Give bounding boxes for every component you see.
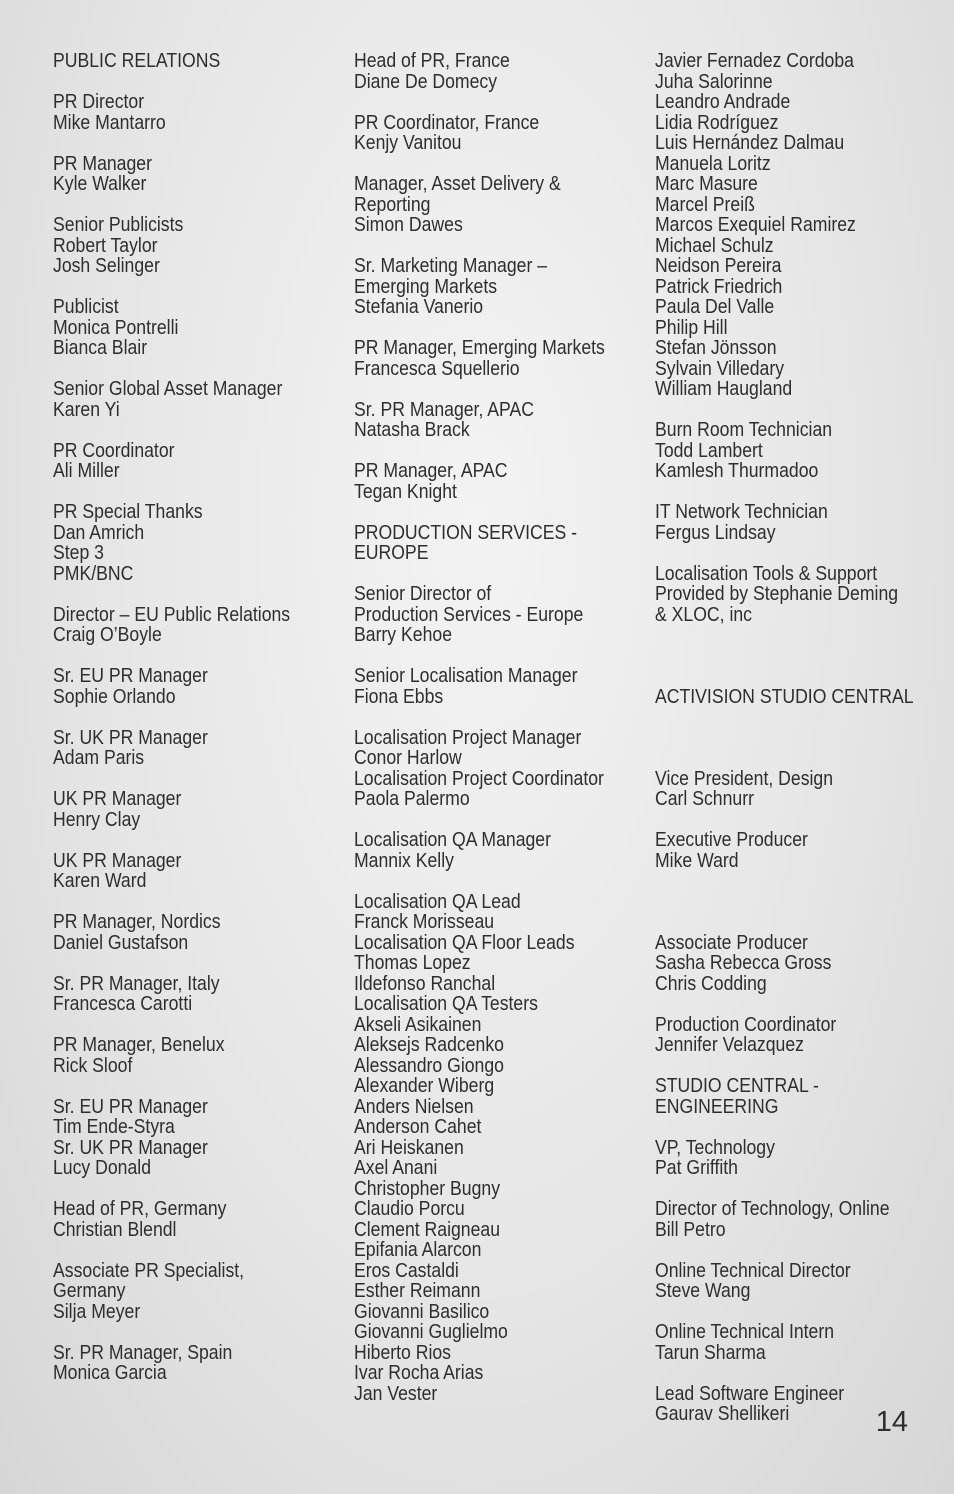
credit-block — [53, 297, 290, 359]
credit-block — [354, 174, 605, 236]
credit-block — [354, 725, 605, 810]
credit-line: Fergus Lindsay — [655, 520, 776, 544]
credit-line: Akseli Asikainen — [354, 1012, 482, 1036]
credit-role: Online Technical Director — [655, 1258, 851, 1282]
credit-line: PMK/BNC — [53, 561, 134, 585]
credit-line: Tegan Knight — [354, 479, 457, 503]
credit-line: Marc Masure — [655, 172, 758, 195]
credit-line: Emerging Markets — [354, 274, 498, 298]
credit-block — [53, 92, 290, 133]
credit-line: Patrick Friedrich — [655, 274, 783, 298]
credit-line: Sasha Rebecca Gross — [655, 951, 832, 974]
credit-block — [53, 971, 290, 1015]
credit-role: Vice President, Design — [655, 766, 834, 790]
credit-block — [655, 1076, 914, 1117]
credit-role: STUDIO CENTRAL - — [655, 1074, 819, 1097]
credit-line: Craig O’Boyle — [53, 623, 162, 646]
credit-role: Localisation Project Manager — [354, 725, 582, 749]
credit-block — [354, 584, 605, 646]
credit-role: Sr. EU PR Manager — [53, 1094, 208, 1118]
block-spacer — [655, 1056, 914, 1077]
credit-line: Philip Hill — [655, 315, 728, 339]
credit-block — [53, 848, 290, 892]
credit-line: Esther Reimann — [354, 1279, 481, 1302]
credit-role: UK PR Manager — [53, 787, 182, 810]
credit-role: Associate Producer — [655, 930, 808, 954]
block-spacer — [354, 379, 605, 400]
page-number: 14 — [875, 1406, 908, 1438]
credit-line: Provided by Stephanie Deming — [655, 582, 899, 605]
credit-line: Natasha Brack — [354, 418, 470, 441]
block-spacer — [354, 236, 605, 257]
credit-line: Localisation Project Coordinator — [354, 766, 604, 790]
credit-line: Hiberto Rios — [354, 1340, 452, 1364]
credit-line: Neidson Pereira — [655, 254, 782, 277]
block-spacer — [655, 1179, 914, 1200]
block-spacer — [655, 810, 914, 831]
credit-line: Conor Harlow — [354, 746, 462, 769]
credit-line: Sophie Orlando — [53, 684, 176, 708]
credit-block — [53, 789, 290, 830]
credit-line: Paula Del Valle — [655, 295, 775, 318]
credit-line: Simon Dawes — [354, 213, 463, 236]
block-spacer — [53, 195, 290, 216]
block-spacer — [354, 318, 605, 339]
credit-line: Bill Petro — [655, 1217, 726, 1241]
credit-line: Jan Vester — [354, 1381, 438, 1405]
credit-role: PR Coordinator — [53, 438, 175, 462]
credit-block — [354, 338, 605, 379]
credit-line: Christian Blendl — [53, 1217, 177, 1241]
credit-line: Mike Ward — [655, 848, 739, 872]
credit-role: Senior Director of — [354, 582, 492, 605]
credit-block — [655, 830, 914, 871]
credit-block — [53, 1258, 290, 1323]
block-spacer — [354, 92, 605, 113]
credit-role: PRODUCTION SERVICES - — [354, 520, 578, 544]
credits-column-3 — [655, 51, 914, 1425]
credit-block — [655, 684, 914, 708]
credit-role: UK PR Manager — [53, 848, 182, 872]
credit-line: Jennifer Velazquez — [655, 1033, 804, 1056]
credit-line: Axel Anani — [354, 1156, 438, 1179]
credit-line: Alexander Wiberg — [354, 1074, 495, 1097]
credit-line: Kyle Walker — [53, 172, 147, 195]
credit-block — [354, 51, 605, 92]
credit-role: Localisation Tools & Support — [655, 561, 878, 585]
block-spacer — [53, 1076, 290, 1097]
credit-line: Pat Griffith — [655, 1156, 738, 1179]
credit-line: Stefan Jönsson — [655, 336, 777, 359]
credit-role: PR Director — [53, 90, 145, 113]
credit-line: Production Services - Europe — [354, 602, 584, 626]
credit-line: Fiona Ebbs — [354, 684, 444, 708]
credit-role: PR Special Thanks — [53, 500, 203, 523]
credit-block — [53, 379, 290, 420]
credit-block — [53, 666, 290, 707]
credit-line: Henry Clay — [53, 807, 141, 831]
credit-line: Eros Castaldi — [354, 1258, 459, 1282]
block-spacer — [655, 994, 914, 1015]
credit-block — [354, 461, 605, 502]
credits-column-1 — [53, 51, 290, 1384]
credit-block — [354, 666, 605, 707]
credit-role: Director – EU Public Relations — [53, 602, 291, 626]
credit-line: Mannix Kelly — [354, 848, 454, 872]
block-spacer — [655, 1363, 914, 1384]
credit-role: Sr. Marketing Manager – — [354, 254, 548, 277]
credit-block — [53, 438, 290, 482]
credit-block — [655, 766, 914, 810]
credit-block — [53, 725, 290, 769]
block-spacer — [655, 1240, 914, 1261]
credit-role: Javier Fernadez Cordoba — [655, 49, 854, 72]
credit-block — [655, 1258, 914, 1302]
credit-line: Karen Ward — [53, 869, 147, 892]
credit-block — [53, 1094, 290, 1179]
credit-line: Adam Paris — [53, 746, 145, 769]
credit-role: Sr. PR Manager, Spain — [53, 1340, 233, 1364]
credit-line: Localisation QA Testers — [354, 992, 538, 1015]
block-spacer — [53, 584, 290, 605]
credit-block — [53, 912, 290, 953]
credit-line: Sylvain Villedary — [655, 356, 785, 380]
block-spacer — [655, 543, 914, 564]
credit-line: Monica Pontrelli — [53, 315, 179, 339]
credit-line: Rick Sloof — [53, 1053, 133, 1077]
credit-line: Monica Garcia — [53, 1361, 167, 1384]
credit-line: Todd Lambert — [655, 438, 763, 462]
credit-block — [655, 1322, 914, 1363]
credit-role: PR Manager, APAC — [354, 459, 508, 482]
credit-role: Head of PR, Germany — [53, 1197, 227, 1220]
credit-role: Head of PR, France — [354, 49, 510, 72]
credit-block — [354, 520, 605, 564]
credit-line: Epifania Alarcon — [354, 1238, 482, 1261]
credit-line: Ivar Rocha Arias — [354, 1361, 484, 1384]
credit-line: Kamlesh Thurmadoo — [655, 459, 819, 482]
credit-line: Luis Hernández Dalmau — [655, 131, 845, 154]
credit-line: Leandro Andrade — [655, 90, 791, 113]
credit-role: Executive Producer — [655, 828, 808, 851]
block-spacer — [53, 707, 290, 728]
credit-block — [53, 502, 290, 584]
credit-line: Mike Mantarro — [53, 110, 166, 134]
credit-line: Reporting — [354, 192, 431, 216]
credit-block — [53, 602, 291, 646]
credit-line: Sr. UK PR Manager — [53, 1135, 208, 1159]
credit-line: Francesca Squellerio — [354, 356, 520, 380]
credit-line: Diane De Domecy — [354, 69, 498, 93]
credit-role: Online Technical Intern — [655, 1320, 835, 1343]
credit-line: Christopher Bugny — [354, 1176, 501, 1200]
block-spacer — [655, 1117, 914, 1138]
block-spacer — [354, 810, 605, 831]
credit-block — [655, 1199, 914, 1240]
credit-line: Stefania Vanerio — [354, 295, 484, 318]
block-spacer — [655, 400, 914, 421]
credit-role: VP, Technology — [655, 1135, 775, 1159]
credit-line: Steve Wang — [655, 1279, 751, 1302]
credit-line: Josh Selinger — [53, 254, 160, 277]
block-spacer — [655, 1302, 914, 1323]
credit-line: EUROPE — [354, 541, 429, 564]
block-spacer — [354, 646, 605, 667]
credit-line: Localisation QA Floor Leads — [354, 930, 575, 954]
credit-line: Alessandro Giongo — [354, 1053, 504, 1077]
block-spacer — [53, 1240, 290, 1261]
credit-line: Juha Salorinne — [655, 69, 773, 93]
credit-role: Senior Global Asset Manager — [53, 377, 283, 400]
credit-role: Sr. PR Manager, Italy — [53, 971, 220, 995]
credit-line: Anderson Cahet — [354, 1115, 482, 1138]
credit-role: ACTIVISION STUDIO CENTRAL — [655, 684, 914, 708]
credit-line: Clement Raigneau — [354, 1217, 501, 1241]
credit-block — [655, 1135, 914, 1179]
credit-line: Tarun Sharma — [655, 1340, 766, 1364]
credit-block — [655, 502, 914, 543]
credit-role: Production Coordinator — [655, 1012, 837, 1036]
credit-block — [53, 1340, 290, 1384]
credit-role: Sr. PR Manager, APAC — [354, 397, 534, 421]
credit-role: Sr. UK PR Manager — [53, 725, 208, 749]
credit-line: Lidia Rodríguez — [655, 110, 779, 134]
block-spacer — [655, 625, 914, 687]
credit-block — [53, 215, 290, 277]
credit-role: Director of Technology, Online — [655, 1197, 890, 1220]
credit-line: Tim Ende-Styra — [53, 1115, 175, 1138]
block-spacer — [53, 420, 290, 441]
credit-block — [354, 889, 605, 1405]
credit-block — [53, 1199, 290, 1240]
credit-role: Localisation QA Manager — [354, 828, 551, 851]
credit-line: Franck Morisseau — [354, 910, 495, 933]
block-spacer — [53, 830, 290, 851]
credit-block — [53, 1035, 290, 1076]
block-spacer — [53, 133, 290, 154]
credit-line: & XLOC, inc — [655, 602, 753, 626]
block-spacer — [354, 871, 605, 892]
credit-block — [53, 151, 290, 195]
credit-line: Anders Nielsen — [354, 1094, 474, 1118]
credit-line: Claudio Porcu — [354, 1197, 465, 1220]
block-spacer — [655, 871, 914, 933]
block-spacer — [354, 502, 605, 523]
credit-block — [354, 110, 605, 154]
block-spacer — [53, 72, 290, 93]
credit-block — [655, 51, 914, 400]
block-spacer — [53, 1179, 290, 1200]
credit-line: William Haugland — [655, 377, 793, 400]
credit-role: Senior Localisation Manager — [354, 664, 578, 687]
credit-role: Manager, Asset Delivery & — [354, 172, 561, 195]
credit-role: PR Manager, Benelux — [53, 1033, 225, 1056]
credit-line: Giovanni Basilico — [354, 1299, 490, 1323]
credit-line: Ali Miller — [53, 459, 120, 482]
block-spacer — [354, 154, 605, 175]
block-spacer — [53, 277, 290, 298]
credit-role: Lead Software Engineer — [655, 1381, 845, 1405]
block-spacer — [53, 769, 290, 790]
credit-role: Localisation QA Lead — [354, 889, 521, 913]
credit-line: Step 3 — [53, 541, 104, 564]
credit-role: PR Manager, Emerging Markets — [354, 336, 605, 359]
credit-role: Sr. EU PR Manager — [53, 664, 208, 687]
credit-line: Kenjy Vanitou — [354, 131, 462, 154]
credit-role: Burn Room Technician — [655, 418, 833, 441]
credit-line: Paola Palermo — [354, 787, 470, 810]
block-spacer — [53, 646, 290, 667]
block-spacer — [53, 953, 290, 974]
credit-line: Manuela Loritz — [655, 151, 771, 175]
credit-block — [354, 397, 605, 441]
credit-role: PR Manager, Nordics — [53, 910, 221, 933]
credit-line: Michael Schulz — [655, 233, 774, 257]
credit-line: Ari Heiskanen — [354, 1135, 464, 1159]
credit-role: PR Manager — [53, 151, 152, 175]
credit-role: Senior Publicists — [53, 213, 184, 236]
credit-block — [354, 830, 605, 871]
credit-line: Dan Amrich — [53, 520, 145, 544]
credit-line: Marcel Preiß — [655, 192, 755, 216]
credit-line: Karen Yi — [53, 397, 120, 421]
credit-line: Barry Kehoe — [354, 623, 452, 646]
credit-line: Francesca Carotti — [53, 992, 193, 1015]
credit-block — [655, 561, 914, 626]
credit-role: PUBLIC RELATIONS — [53, 49, 221, 72]
block-spacer — [354, 564, 605, 585]
credit-line: Aleksejs Radcenko — [354, 1033, 504, 1056]
credit-block — [655, 1012, 914, 1056]
block-spacer — [53, 892, 290, 913]
credit-line: ENGINEERING — [655, 1094, 779, 1118]
credit-line: Silja Meyer — [53, 1299, 141, 1323]
credit-line: Daniel Gustafson — [53, 930, 189, 954]
block-spacer — [655, 482, 914, 503]
credit-role: Associate PR Specialist, — [53, 1258, 245, 1282]
credit-line: Germany — [53, 1279, 126, 1302]
credit-block — [655, 420, 914, 482]
credit-line: Lucy Donald — [53, 1156, 152, 1179]
credit-block — [655, 930, 914, 995]
credit-line: Robert Taylor — [53, 233, 158, 257]
credits-column-2 — [354, 51, 605, 1404]
block-spacer — [354, 441, 605, 462]
block-spacer — [655, 707, 914, 769]
credit-block — [53, 51, 290, 72]
block-spacer — [53, 1322, 290, 1343]
credit-role: Publicist — [53, 295, 119, 318]
credit-line: Chris Codding — [655, 971, 767, 995]
block-spacer — [354, 707, 605, 728]
credit-line: Gaurav Shellikeri — [655, 1402, 790, 1425]
block-spacer — [53, 482, 290, 503]
block-spacer — [53, 1015, 290, 1036]
credit-line: Ildefonso Ranchal — [354, 971, 496, 995]
credit-line: Marcos Exequiel Ramirez — [655, 213, 856, 236]
block-spacer — [53, 359, 290, 380]
credit-block — [354, 256, 605, 318]
credit-line: Bianca Blair — [53, 336, 148, 359]
credit-role: IT Network Technician — [655, 500, 828, 523]
credit-line: Carl Schnurr — [655, 787, 754, 810]
credit-line: Thomas Lopez — [354, 951, 471, 974]
credit-line: Giovanni Guglielmo — [354, 1320, 508, 1343]
credit-role: PR Coordinator, France — [354, 110, 540, 134]
